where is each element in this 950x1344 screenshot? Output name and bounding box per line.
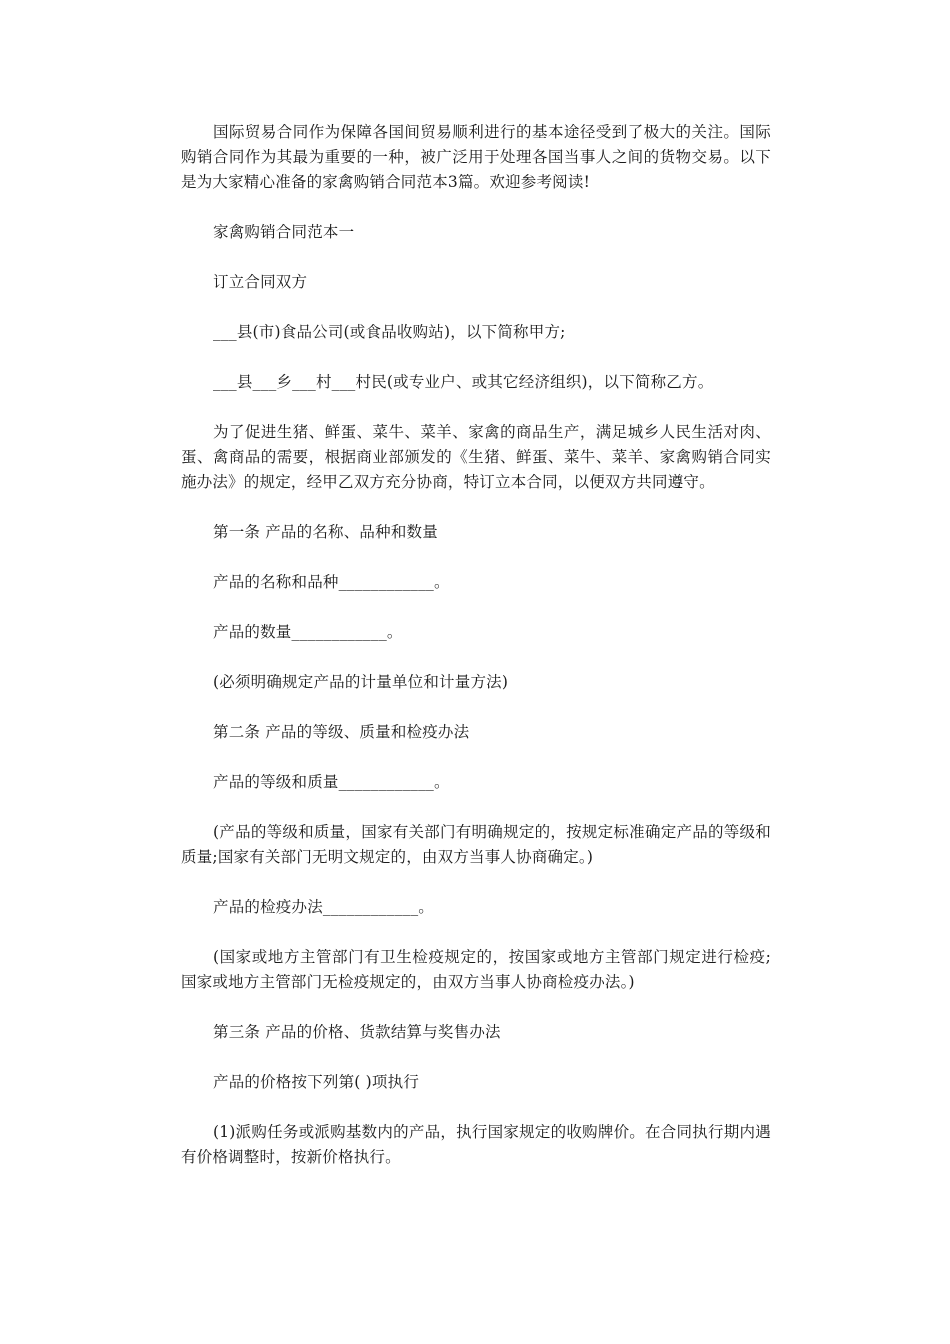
quarantine-line: 产品的检疫办法____________。 [213, 898, 435, 916]
preamble-paragraph: 为了促进生猪、鲜蛋、菜牛、菜羊、家禽的商品生产，满足城乡人民生活对肉、蛋、禽商品的需要，根据商业部颁发的《生猪、鲜蛋、菜牛、菜羊、家禽购销合同实施办法》的规定，经甲乙双方充分协商，特订立本合同，以便双方共同遵守。 [181, 423, 771, 491]
measurement-note: (必须明确规定产品的计量单位和计量方法) [213, 673, 509, 691]
product-name-line: 产品的名称和品种____________。 [213, 573, 450, 591]
intro-paragraph: 国际贸易合同作为保障各国间贸易顺利进行的基本途径受到了极大的关注。国际购销合同作为其最为重要的一种，被广泛用于处理各国当事人之间的货物交易。以下是为大家精心准备的家禽购销合同范本3篇。欢迎参考阅读! [181, 123, 771, 191]
price-item-line: 产品的价格按下列第( )项执行 [213, 1073, 420, 1091]
article-3-heading: 第三条 产品的价格、货款结算与奖售办法 [213, 1023, 501, 1041]
price-clause-1: (1)派购任务或派购基数内的产品，执行国家规定的收购牌价。在合同执行期内遇有价格调整时，按新价格执行。 [181, 1123, 771, 1166]
grade-quality-note: (产品的等级和质量，国家有关部门有明确规定的，按规定标准确定产品的等级和质量;国家有关部门无明文规定的，由双方当事人协商确定。) [181, 823, 771, 866]
quarantine-note: (国家或地方主管部门有卫生检疫规定的，按国家或地方主管部门规定进行检疫;国家或地方主管部门无检疫规定的，由双方当事人协商检疫办法。) [181, 948, 771, 991]
article-2-heading: 第二条 产品的等级、质量和检疫办法 [213, 723, 470, 741]
document-body [181, 120, 771, 1170]
parties-heading: 订立合同双方 [213, 273, 308, 291]
party-a: ___县(市)食品公司(或食品收购站)，以下简称甲方; [213, 323, 566, 341]
grade-quality-line: 产品的等级和质量____________。 [213, 773, 450, 791]
article-1-heading: 第一条 产品的名称、品种和数量 [213, 523, 438, 541]
section-title: 家禽购销合同范本一 [213, 223, 355, 241]
party-b: ___县___乡___村___村民(或专业户、或其它经济组织)，以下简称乙方。 [213, 373, 714, 391]
product-quantity-line: 产品的数量____________。 [213, 623, 403, 641]
